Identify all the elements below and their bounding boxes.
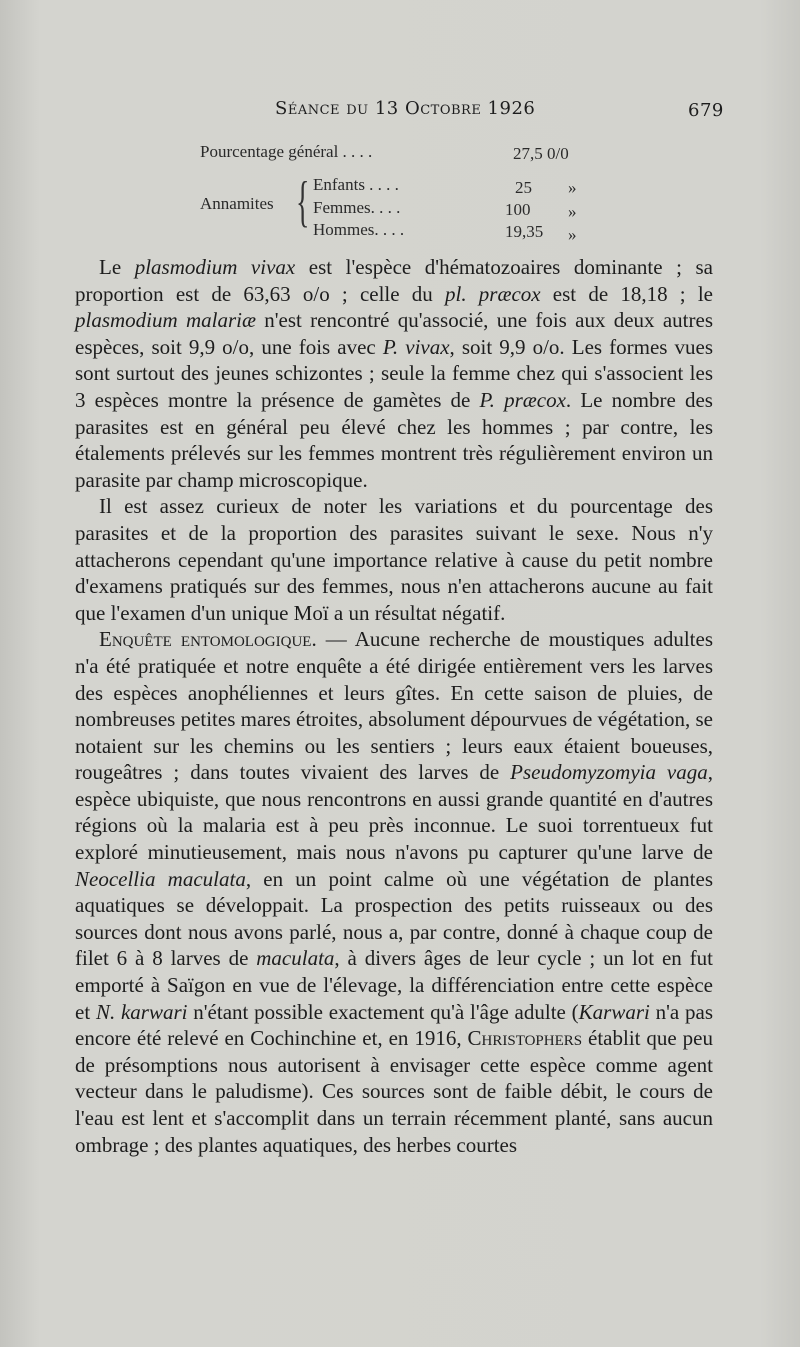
paragraph-variations: Il est assez curieux de noter les variations et du pourcentage des parasites et de la proportion des parasites suivant le sexe. Nous n'y attacherons cependant qu'une importance relative à cause du petit nombre d'examens pratiqués sur des femmes, nous n'en attacherons aucune au fait que l'examen d'un unique Moï a un résultat négatif.	[75, 494, 713, 625]
header-title: Séance du 13 Octobre 1926	[275, 98, 536, 119]
annamites-label: Annamites	[200, 194, 274, 213]
general-percentage-value: 27,5 0/0	[513, 144, 569, 163]
row-hommes-label: Hommes. . . .	[313, 220, 405, 239]
row-enfants-label: Enfants . . . .	[313, 175, 399, 194]
section-heading: Enquête entomologique.	[99, 627, 317, 652]
row-enfants-unit: »	[568, 178, 577, 197]
row-femmes-value: 100	[505, 200, 531, 219]
row-hommes-value: 19,35	[505, 222, 544, 241]
brace-icon: {	[296, 171, 310, 233]
paragraph-plasmodium: Le plasmodium vivax est l'espèce d'hématozoaires dominante ; sa proportion est de 63,63 o/o ; celle du pl. præcox est de 18,18 ; le plasmodium malariæ n'est rencontré qu'associé, une fois aux deux autres espèces, soit 9,9 o/o, une fois avec P. vivax, soit 9,9 o/o. Les formes vues sont surtout des jeunes schizontes ; seule la femme chez qui s'associent les 3 espèces montre la présence de gamètes de P. præcox. Le nombre des parasites est en général peu élevé chez les hommes ; par contre, les étalements prélevés sur les femmes montrent très régulièrement environ un parasite par champ microscopique.	[75, 255, 713, 492]
row-enfants-value: 25	[515, 178, 532, 197]
row-hommes-unit: »	[568, 225, 577, 244]
row-femmes-unit: »	[568, 202, 577, 221]
page-number: 679	[688, 100, 724, 121]
body-text	[75, 254, 713, 1158]
running-header	[0, 98, 800, 128]
general-percentage-label: Pourcentage général . . . .	[200, 142, 373, 161]
row-femmes-label: Femmes. . . .	[313, 198, 401, 217]
paragraph-enquete: Enquête entomologique. — Aucune recherche de moustiques adultes n'a été pratiquée et notre enquête a été dirigée entièrement vers les larves des espèces anophéliennes et leurs gîtes. En cette saison de pluies, de nombreuses petites mares étroites, absolument dépourvues de végétation, se notaient sur les chemins ou les sentiers ; leurs eaux étaient boueuses, rougeâtres ; dans toutes vivaient des larves de Pseudomyzomyia vaga, espèce ubiquiste, que nous rencontrons en aussi grande quantité en d'autres régions où la malaria est à peu près inconnue. Le suoi torrentueux fut exploré minutieusement, mais nous n'avons pu capturer qu'une larve de Neocellia maculata, en un point calme où une végétation de plantes aquatiques se développait. La prospection des petits ruisseaux ou des sources dont nous avons parlé, nous a, par contre, donné à chaque coup de filet 6 à 8 larves de maculata, à divers âges de leur cycle ; un lot en fut emporté à Saïgon en vue de l'élevage, la différenciation entre cette espèce et N. karwari n'étant possible exactement qu'à l'âge adulte (Karwari n'a pas encore été relevé en Cochinchine et, en 1916, Christophers établit que peu de présomptions nous autorisent à envisager cette espèce comme agent vecteur dans le paludisme). Ces sources sont de faible débit, le cours de l'eau est lent et s'accomplit dans un terrain récemment planté, sans aucun ombrage ; des plantes aquatiques, des herbes courtes	[75, 627, 713, 1157]
